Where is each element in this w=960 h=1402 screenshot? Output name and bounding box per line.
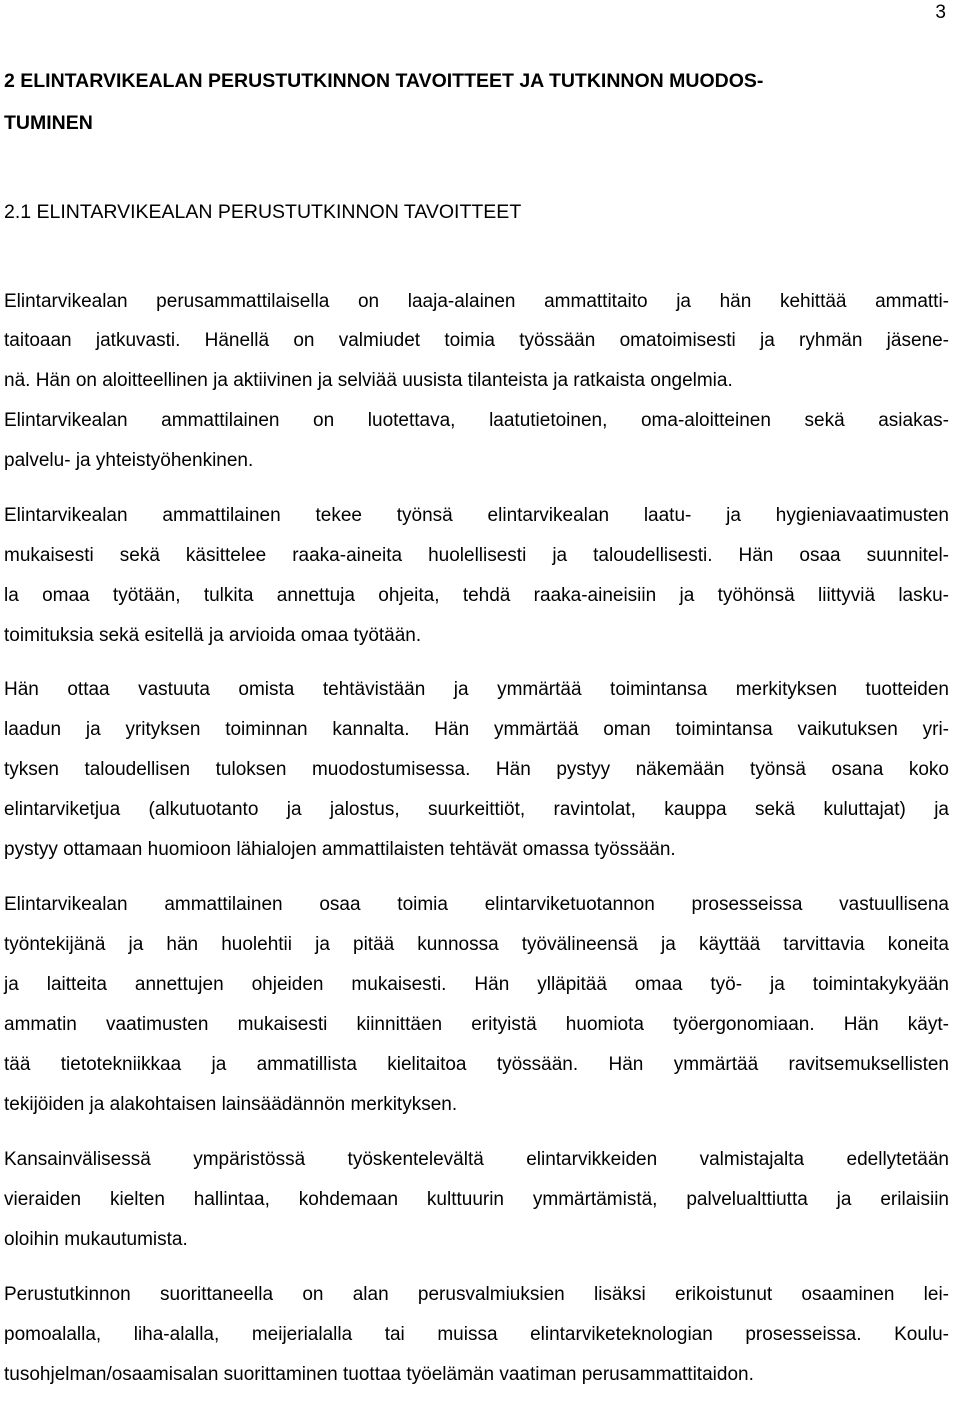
paragraph-line: taitoaan jatkuvasti. Hänellä on valmiudet toimia työssään omatoimisesti ja ryhmän jäsene- xyxy=(4,330,949,351)
page-number: 3 xyxy=(935,2,946,23)
paragraph-line: työntekijänä ja hän huolehtii ja pitää kunnossa työvälineensä ja käyttää tarvittavia koneita xyxy=(4,934,949,955)
paragraph-line: oloihin mukautumista. xyxy=(4,1229,188,1250)
paragraph-line: Hän ottaa vastuuta omista tehtävistään ja ymmärtää toimintansa merkityksen tuotteiden xyxy=(4,679,949,700)
paragraph-line: Elintarvikealan perusammattilaisella on laaja-alainen ammattitaito ja hän kehittää ammatti- xyxy=(4,291,949,312)
paragraph-line: Perustutkinnon suorittaneella on alan perusvalmiuksien lisäksi erikoistunut osaaminen lei- xyxy=(4,1284,949,1305)
paragraph-line: Kansainvälisessä ympäristössä työskentelevältä elintarvikkeiden valmistajalta edellytetään xyxy=(4,1149,949,1170)
paragraph-line: tusohjelman/osaamisalan suorittaminen tuottaa työelämän vaatiman perusammattitaidon. xyxy=(4,1364,754,1385)
paragraph-line: tää tietotekniikkaa ja ammatillista kielitaitoa työssään. Hän ymmärtää ravitsemuksellisten xyxy=(4,1054,949,1075)
paragraph-line: tyksen taloudellisen tuloksen muodostumisessa. Hän pystyy näkemään työnsä osana koko xyxy=(4,759,949,780)
paragraph-line: toimituksia sekä esitellä ja arvioida omaa työtään. xyxy=(4,625,422,646)
paragraph-line: elintarviketjua (alkutuotanto ja jalostus, suurkeittiöt, ravintolat, kauppa sekä kuluttajat) ja xyxy=(4,799,949,820)
paragraph-line: pomoalalla, liha-alalla, meijerialalla tai muissa elintarviketeknologian prosesseissa. Koulu- xyxy=(4,1324,949,1345)
paragraph-line: la omaa työtään, tulkita annettuja ohjeita, tehdä raaka-aineisiin ja työhönsä liittyviä lasku- xyxy=(4,585,949,606)
main-heading-line-1: 2 ELINTARVIKEALAN PERUSTUTKINNON TAVOITTEET JA TUTKINNON MUODOS- xyxy=(4,70,764,92)
paragraph-line: ammatin vaatimusten mukaisesti kiinnittäen erityistä huomiota työergonomiaan. Hän käyt- xyxy=(4,1014,949,1035)
paragraph-line: nä. Hän on aloitteellinen ja aktiivinen ja selviää uusista tilanteista ja ratkaista ongelmia. xyxy=(4,370,733,391)
paragraph-line: mukaisesti sekä käsittelee raaka-aineita huolellisesti ja taloudellisesti. Hän osaa suunnitel- xyxy=(4,545,949,566)
paragraph-line: Elintarvikealan ammattilainen osaa toimia elintarviketuotannon prosesseissa vastuullisena xyxy=(4,894,949,915)
paragraph-line: ja laitteita annettujen ohjeiden mukaisesti. Hän ylläpitää omaa työ- ja toimintakykyään xyxy=(4,974,949,995)
paragraph-line: pystyy ottamaan huomioon lähialojen ammattilaisten tehtävät omassa työssään. xyxy=(4,839,676,860)
paragraph-line: Elintarvikealan ammattilainen tekee työnsä elintarvikealan laatu- ja hygieniavaatimusten xyxy=(4,505,949,526)
paragraph-line: Elintarvikealan ammattilainen on luotettava, laatutietoinen, oma-aloitteinen sekä asiakas- xyxy=(4,410,949,431)
sub-heading: 2.1 ELINTARVIKEALAN PERUSTUTKINNON TAVOITTEET xyxy=(4,201,522,223)
main-heading-line-2: TUMINEN xyxy=(4,112,93,134)
paragraph-line: vieraiden kielten hallintaa, kohdemaan kulttuurin ymmärtämistä, palvelualttiutta ja erilaisiin xyxy=(4,1189,949,1210)
paragraph-line: tekijöiden ja alakohtaisen lainsäädännön merkityksen. xyxy=(4,1094,458,1115)
paragraph-line: laadun ja yrityksen toiminnan kannalta. Hän ymmärtää oman toimintansa vaikutuksen yri- xyxy=(4,719,949,740)
paragraph-line: palvelu- ja yhteistyöhenkinen. xyxy=(4,450,254,471)
